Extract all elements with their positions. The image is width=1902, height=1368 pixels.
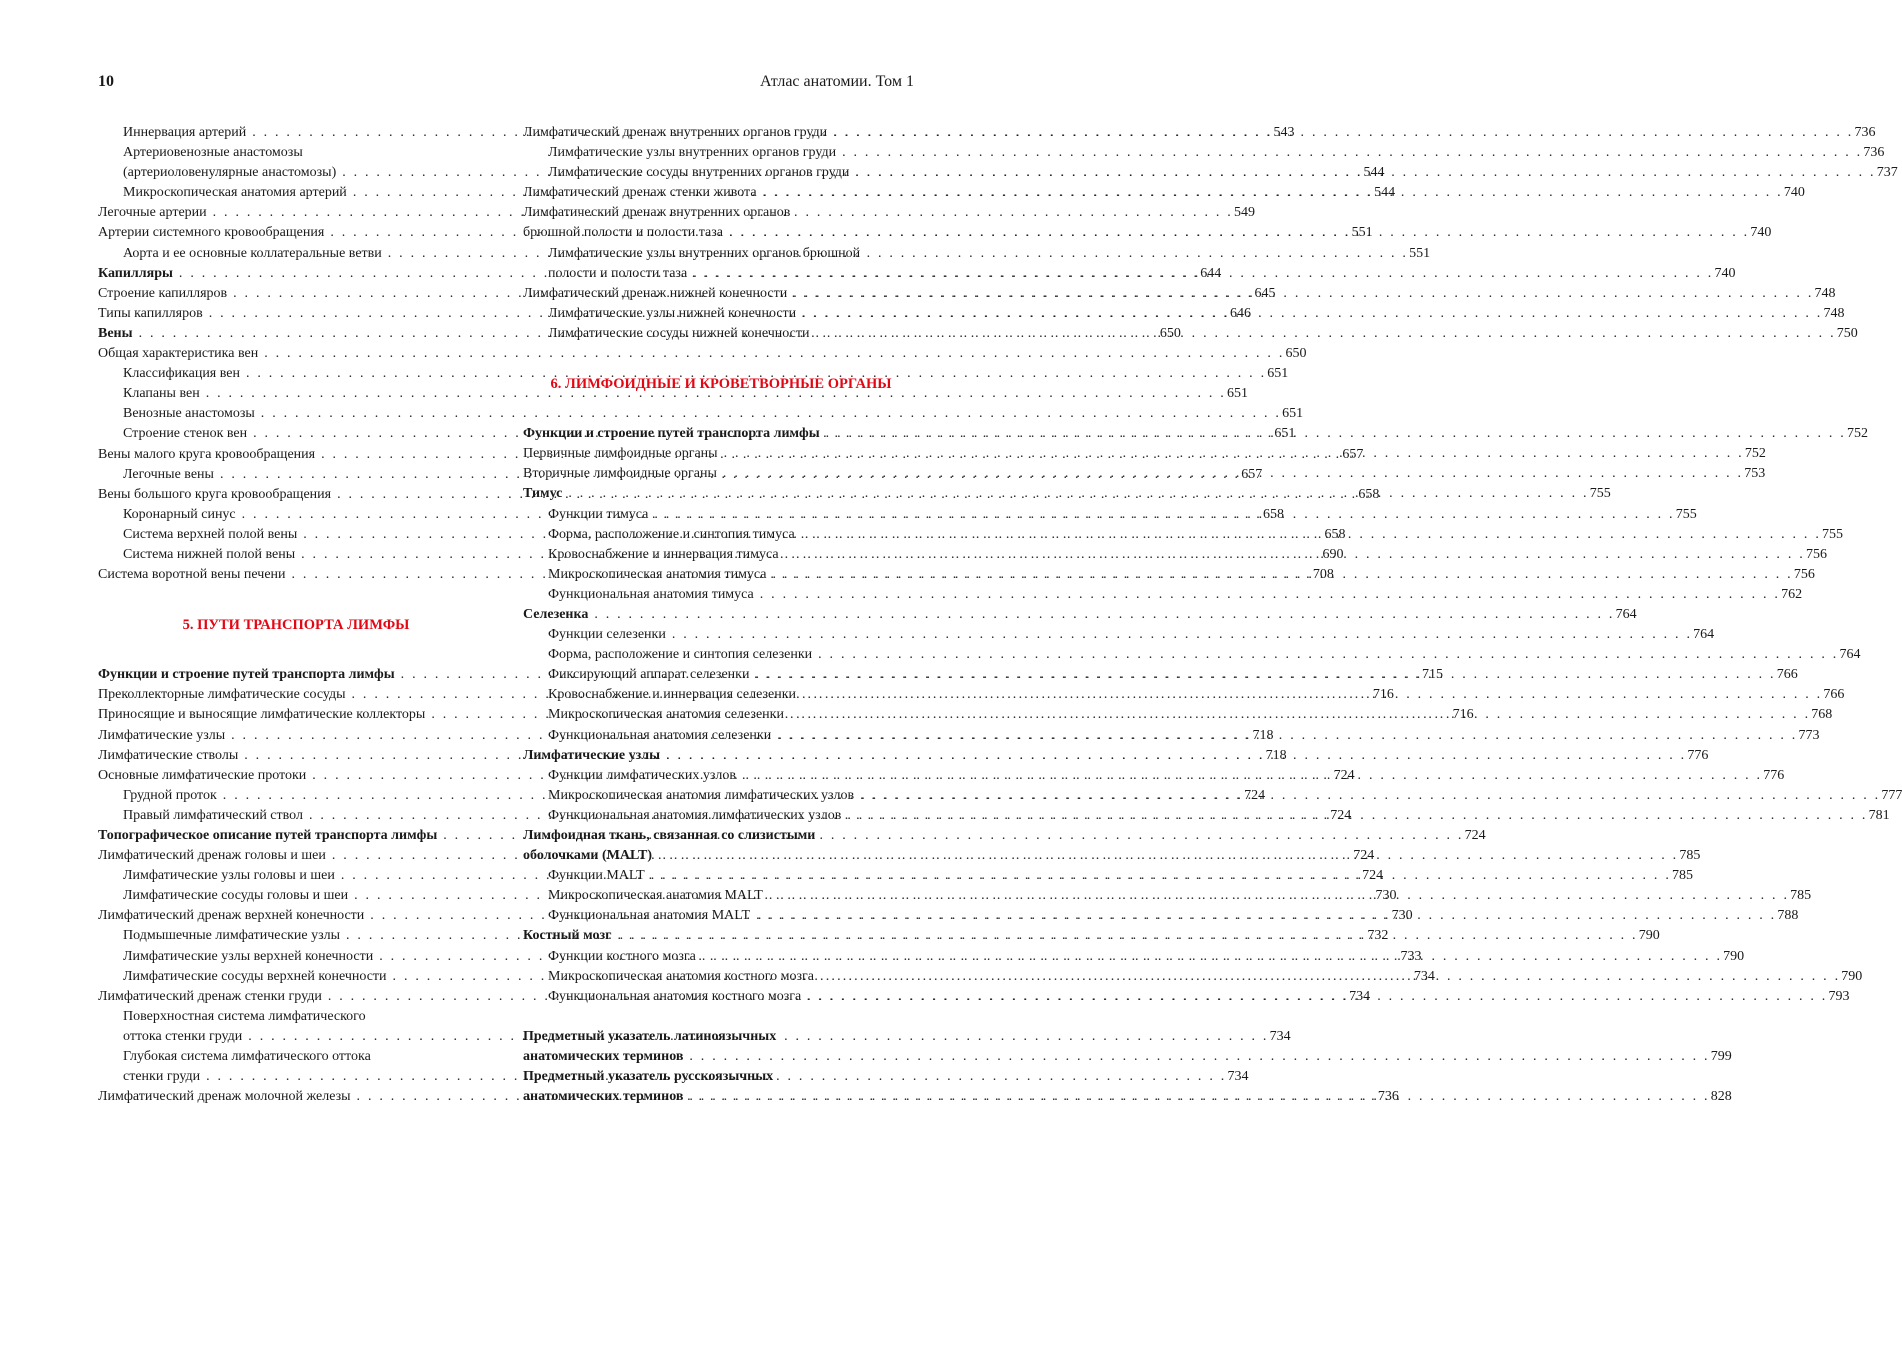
toc-entry-line: Лимфатический дренаж внутренних органов [523, 205, 791, 221]
toc-entry-heading: оболочками (MALT) . . . 785 [523, 846, 919, 866]
toc-entry-line: Лимфатические узлы внутренних органов брюшной [548, 245, 861, 261]
toc-entry: Строение стенок вен . . . 651 [98, 424, 494, 444]
running-head: Атлас анатомии. Том 1 [759, 73, 914, 90]
toc-entry: Функциональная анатомия MALT . . . 788 [523, 906, 919, 926]
toc-entry: Общая характеристика вен . . . 650 [98, 344, 494, 364]
toc-entry: Функции лимфатических узлов . . . 776 [523, 766, 919, 786]
toc-entry: Микроскопическая анатомия артерий . . . 544 [98, 183, 494, 203]
toc-entry-heading: Вены . . . 650 [98, 324, 494, 344]
toc-entry: Лимфатические узлы . . . 718 [98, 726, 494, 746]
toc-entry: Лимфатические сосуды головы и шеи . . . 730 [98, 886, 494, 906]
toc-entry: Функции MALT . . . 785 [523, 866, 919, 886]
toc-entry: Лимфатические узлы головы и шеи . . . 724 [98, 866, 494, 886]
toc-entry: полости и полости таза . . . 740 [523, 264, 919, 284]
toc-entry: Лимфатические узлы нижней конечности . . . 748 [523, 304, 919, 324]
toc-entry: Правый лимфатический ствол . . . 724 [98, 806, 494, 826]
section-title-6: 6. ЛИМФОИДНЫЕ И КРОВЕТВОРНЫЕ ОРГАНЫ [550, 376, 892, 393]
toc-entry: Подмышечные лимфатические узлы . . . 732 [98, 926, 494, 946]
spacer [98, 585, 494, 605]
toc-entry: Функциональная анатомия костного мозга . . . 793 [523, 987, 919, 1007]
toc-entry: Лимфатический дренаж внутренних органов груди . . . 736 [523, 123, 919, 143]
toc-entry-heading: Тимус . . . 755 [523, 484, 919, 504]
toc-entry: Грудной проток . . . 724 [98, 786, 494, 806]
toc-entry: Функциональная анатомия лимфатических узлов . . . 781 [523, 806, 919, 826]
toc-entry-heading: Селезенка . . . 764 [523, 605, 919, 625]
toc-entry: Лимфатический дренаж стенки живота . . . 740 [523, 183, 919, 203]
toc-entry: Венозные анастомозы . . . 651 [98, 404, 494, 424]
toc-entry: Микроскопическая анатомия лимфатических узлов . . . 777 [523, 786, 919, 806]
toc-entry: Микроскопическая анатомия костного мозга . . . 790 [523, 967, 919, 987]
spacer [523, 1007, 919, 1027]
toc-entry: брюшной полости и полости таза . . . 740 [523, 223, 919, 243]
toc-entry: Легочные вены . . . 657 [98, 465, 494, 485]
toc-entry: Кровоснабжение и иннервация селезенки . . . 766 [523, 685, 919, 705]
toc-entry: Лимфатические сосуды нижней конечности . . . 750 [523, 324, 919, 344]
toc-entry: Коронарный синус . . . 658 [98, 505, 494, 525]
toc-entry: Функциональная анатомия селезенки . . . 773 [523, 726, 919, 746]
toc-entry-heading: Функции и строение путей транспорта лимфы . . . 715 [98, 665, 494, 685]
toc-entry: Приносящие и выносящие лимфатические коллекторы . . . 716 [98, 705, 494, 725]
toc-entry: Функции костного мозга . . . 790 [523, 947, 919, 967]
toc-entry: Фиксирующий аппарат селезенки . . . 766 [523, 665, 919, 685]
toc-entry: оттока стенки груди . . . 734 [98, 1027, 494, 1047]
toc-entry: Аорта и ее основные коллатеральные ветви . . . 551 [98, 244, 494, 264]
toc-entry: Артерии системного кровообращения . . . 551 [98, 223, 494, 243]
toc-entry: Основные лимфатические протоки . . . 724 [98, 766, 494, 786]
toc-entry: Типы капилляров . . . 646 [98, 304, 494, 324]
toc-entry: Лимфатический дренаж стенки груди . . . 734 [98, 987, 494, 1007]
toc-entry-line: Предметный указатель латиноязычных [523, 1028, 777, 1044]
toc-entry-line: Поверхностная система лимфатического [123, 1008, 366, 1024]
toc-entry: Лимфатический дренаж молочной железы . . . 736 [98, 1087, 494, 1107]
toc-entry: Вены малого круга кровообращения . . . 657 [98, 445, 494, 465]
toc-entry: Система нижней полой вены . . . 690 [98, 545, 494, 565]
toc-entry: Лимфатический дренаж верхней конечности . . . 730 [98, 906, 494, 926]
spacer [523, 344, 919, 364]
toc-entry: Функции селезенки . . . 764 [523, 625, 919, 645]
toc-entry: Классификация вен . . . 651 [98, 364, 494, 384]
toc-entry-heading: Капилляры . . . 644 [98, 264, 494, 284]
toc-entry-line: Артериовенозные анастомозы [123, 145, 303, 161]
toc-entry: Преколлекторные лимфатические сосуды . . . 716 [98, 685, 494, 705]
toc-entry: Функции тимуса . . . 755 [523, 505, 919, 525]
toc-entry: Микроскопическая анатомия селезенки . . . 768 [523, 705, 919, 725]
toc-entry-heading: Лимфатические узлы . . . 776 [523, 746, 919, 766]
toc-entry: Лимфатический дренаж головы и шеи . . . 724 [98, 846, 494, 866]
toc-entry-line: Лимфоидная ткань, связанная со слизистыми [523, 828, 816, 843]
toc-entry: Микроскопическая анатомия MALT . . . 785 [523, 886, 919, 906]
toc-entry: Форма, расположение и синтопия селезенки . . . 764 [523, 645, 919, 665]
toc-entry: Функциональная анатомия тимуса . . . 762 [523, 585, 919, 605]
toc-entry: Строение капилляров . . . 645 [98, 284, 494, 304]
toc-entry-heading: анатомических терминов . . . 799 [523, 1047, 919, 1067]
toc-entry-heading: Костный мозг . . . 790 [523, 926, 919, 946]
section-title-5: 5. ПУТИ ТРАНСПОРТА ЛИМФЫ [182, 617, 410, 634]
toc-entry-line: Предметный указатель русскоязычных [523, 1069, 774, 1085]
page-number: 10 [98, 73, 114, 90]
toc-entry: Лимфатический дренаж нижней конечности . . . 748 [523, 284, 919, 304]
toc-entry: Лимфатические сосуды внутренних органов груди . . . 737 [523, 163, 919, 183]
toc-entry: (артериоловенулярные анастомозы) . . . 544 [98, 163, 494, 183]
toc-entry: Кровоснабжение и иннервация тимуса . . . 756 [523, 545, 919, 565]
toc-entry-line: Глубокая система лимфатического оттока [123, 1049, 371, 1065]
toc-entry: Иннервация артерий . . . 543 [98, 123, 494, 143]
toc-entry: Первичные лимфоидные органы . . . 752 [523, 444, 919, 464]
toc-entry: Микроскопическая анатомия тимуса . . . 756 [523, 565, 919, 585]
toc-entry: Вены большого круга кровообращения . . . 658 [98, 485, 494, 505]
toc-entry: Легочные артерии . . . 549 [98, 203, 494, 223]
toc-entry: стенки груди . . . 734 [98, 1067, 494, 1087]
toc-entry: Лимфатические стволы . . . 718 [98, 746, 494, 766]
toc-entry: Лимфатические сосуды верхней конечности . . . 734 [98, 967, 494, 987]
toc-entry: Лимфатические узлы внутренних органов груди . . . 736 [523, 143, 919, 163]
toc-entry: Вторичные лимфоидные органы . . . 753 [523, 464, 919, 484]
toc-entry: Клапаны вен . . . 651 [98, 384, 494, 404]
toc-entry-heading: анатомических терминов . . . 828 [523, 1087, 919, 1107]
toc-entry: Лимфатические узлы верхней конечности . . . 733 [98, 947, 494, 967]
toc-entry: Система верхней полой вены . . . 658 [98, 525, 494, 545]
toc-entry-heading: Функции и строение путей транспорта лимфы . . . 752 [523, 424, 919, 444]
toc-entry: Система воротной вены печени . . . 708 [98, 565, 494, 585]
toc-entry: Форма, расположение и синтопия тимуса . . . 755 [523, 525, 919, 545]
toc-entry-heading: Топографическое описание путей транспорта лимфы . . . 724 [98, 826, 494, 846]
